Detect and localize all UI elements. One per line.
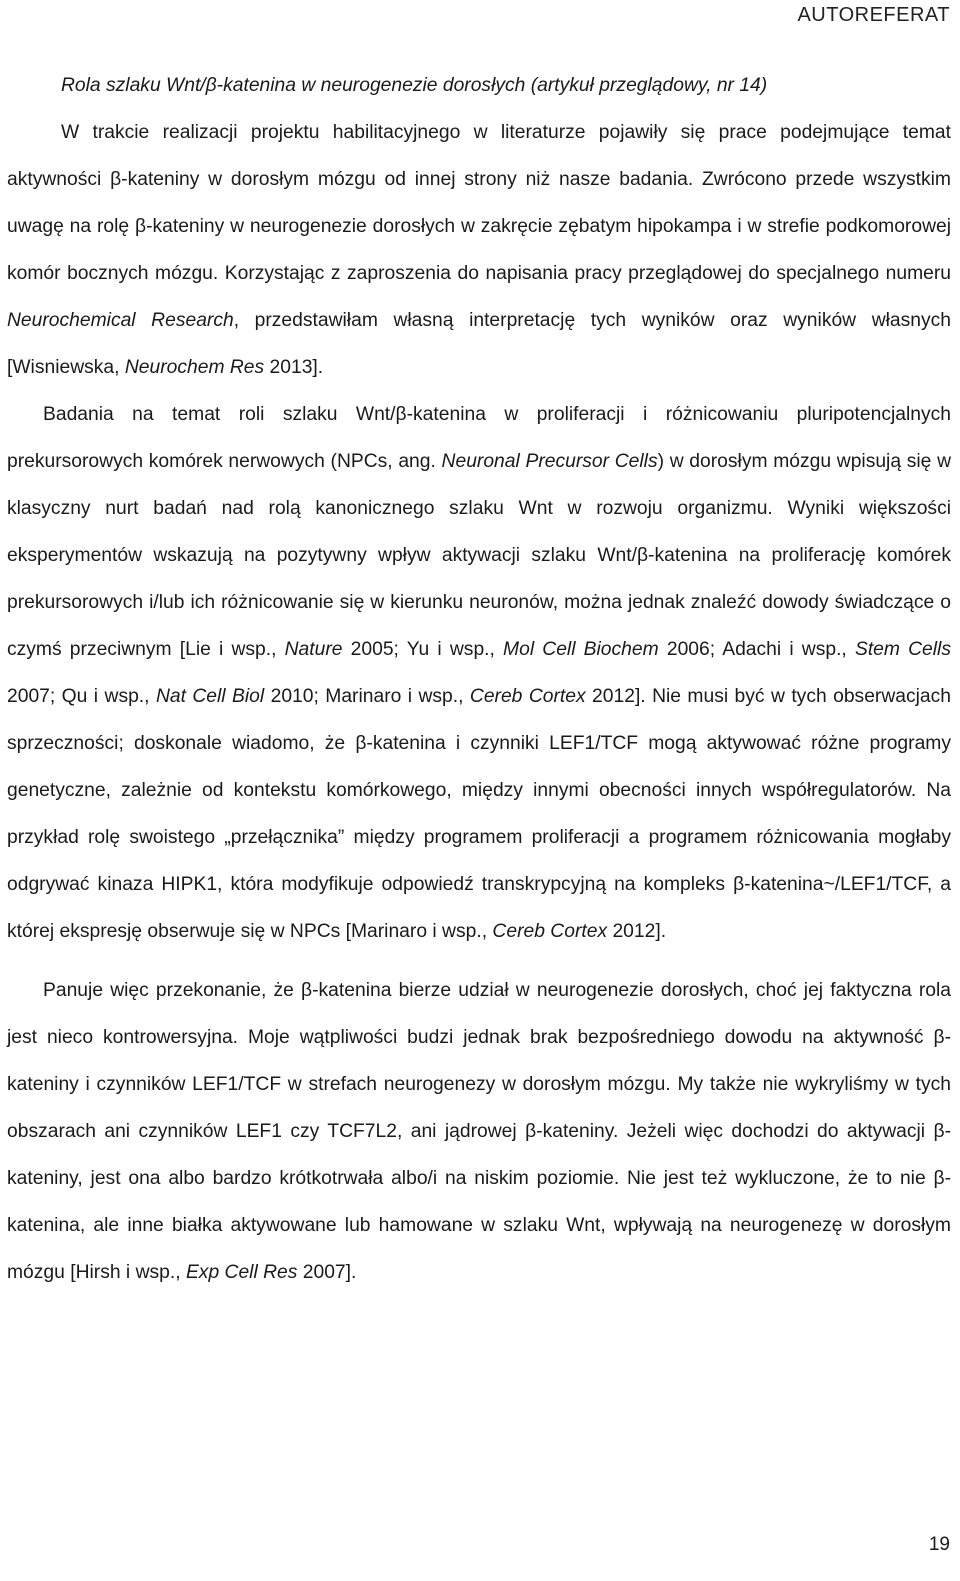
p2-text-1: Badania na temat roli szlaku Wnt/β-katenina w proliferacji i różnicowaniu pluripotencjalnych prekursorowych komórek nerwowych (NPCs, ang.	[7, 404, 951, 472]
p2-term: Neuronal Precursor Cells	[441, 451, 658, 472]
p1-text-2: , przedstawiłam własną interpretację tych wyników oraz wyników własnych [Wisniewska,	[7, 310, 951, 378]
p2-journal-5: Cereb Cortex	[469, 686, 586, 707]
page-number: 19	[928, 1534, 950, 1555]
p2-text-8: 2012].	[607, 921, 667, 942]
document-body	[7, 62, 951, 1296]
p1-journal-2: Neurochem Res	[124, 357, 265, 378]
p2-text-2: ) w dorosłym mózgu wpisują się w klasyczny nurt badań nad rolą kanonicznego szlaku Wnt w rozwoju organizmu. Wyniki większości eksperymentów wskazują na pozytywny wpływ aktywacji szlaku Wnt/β-katenina na proliferację komórek prekursorowych i/lub ich różnicowanie się w kierunku neuronów, można jednak znaleźć dowody świadczące o czymś przeciwnym [Lie i wsp.,	[7, 451, 952, 660]
p2-journal-4: Nat Cell Biol	[155, 686, 265, 707]
p1-text-1: W trakcie realizacji projektu habilitacyjnego w literaturze pojawiły się prace podejmujące temat aktywności β-kateniny w dorosłym mózgu od innej strony niż nasze badania. Zwrócono przede wszystkim uwagę na rolę β-kateniny w neurogenezie dorosłych w zakręcie zębatym hipokampa i w strefie podkomorowej komór bocznych mózgu. Korzystając z zaproszenia do napisania pracy przeglądowej do specjalnego numeru	[7, 122, 951, 284]
paragraph-2	[7, 391, 951, 955]
p3-text-1: Panuje więc przekonanie, że β-katenina bierze udział w neurogenezie dorosłych, choć jej faktyczna rola jest nieco kontrowersyjna. Moje wątpliwości budzi jednak brak bezpośredniego dowodu na aktywność β-kateniny i czynników LEF1/TCF w strefach neurogenezy w dorosłym mózgu. My także nie wykryliśmy w tych obszarach ani czynników LEF1 czy TCF7L2, ani jądrowej β-kateniny. Jeżeli więc dochodzi do aktywacji β-kateniny, jest ona albo bardzo krótkotrwała albo/i na niskim poziomie. Nie jest też wykluczone, że to nie β-katenina, ale inne białka aktywowane lub hamowane w szlaku Wnt, wpływają na neurogenezę w dorosłym mózgu [Hirsh i wsp.,	[7, 980, 951, 1283]
p2-journal-2: Mol Cell Biochem	[503, 639, 659, 660]
p2-text-3: 2005; Yu i wsp.,	[342, 639, 504, 660]
p1-journal-1: Neurochemical Research	[7, 310, 234, 331]
p2-journal-3: Stem Cells	[854, 639, 951, 660]
p2-journal-1: Nature	[284, 639, 343, 660]
p2-text-6: 2010; Marinaro i wsp.,	[264, 686, 470, 707]
p3-text-2: 2007].	[297, 1262, 357, 1283]
paragraph-1	[7, 109, 951, 391]
p2-journal-6: Cereb Cortex	[492, 921, 608, 942]
running-header: AUTOREFERAT	[797, 4, 950, 26]
p3-journal-1: Exp Cell Res	[185, 1262, 298, 1283]
p2-text-7: 2012]. Nie musi być w tych obserwacjach sprzeczności; doskonale wiadomo, że β-katenina i czynniki LEF1/TCF mogą aktywować różne programy genetyczne, zależnie od kontekstu komórkowego, między innymi obecności innych współregulatorów. Na przykład rolę swoistego „przełącznika” między programem proliferacji a programem różnicowania mogłaby odgrywać kinaza HIPK1, która modyfikuje odpowiedź transkrypcyjną na kompleks β-katenina~/LEF1/TCF, a której ekspresję obserwuje się w NPCs [Marinaro i wsp.,	[7, 686, 951, 942]
paragraph-3	[7, 967, 951, 1296]
section-title: Rola szlaku Wnt/β-katenina w neurogenezie dorosłych (artykuł przeglądowy, nr 14)	[61, 75, 768, 96]
p1-text-3: 2013].	[264, 357, 324, 378]
p2-text-4: 2006; Adachi i wsp.,	[658, 639, 855, 660]
p2-text-5: 2007; Qu i wsp.,	[7, 686, 156, 707]
